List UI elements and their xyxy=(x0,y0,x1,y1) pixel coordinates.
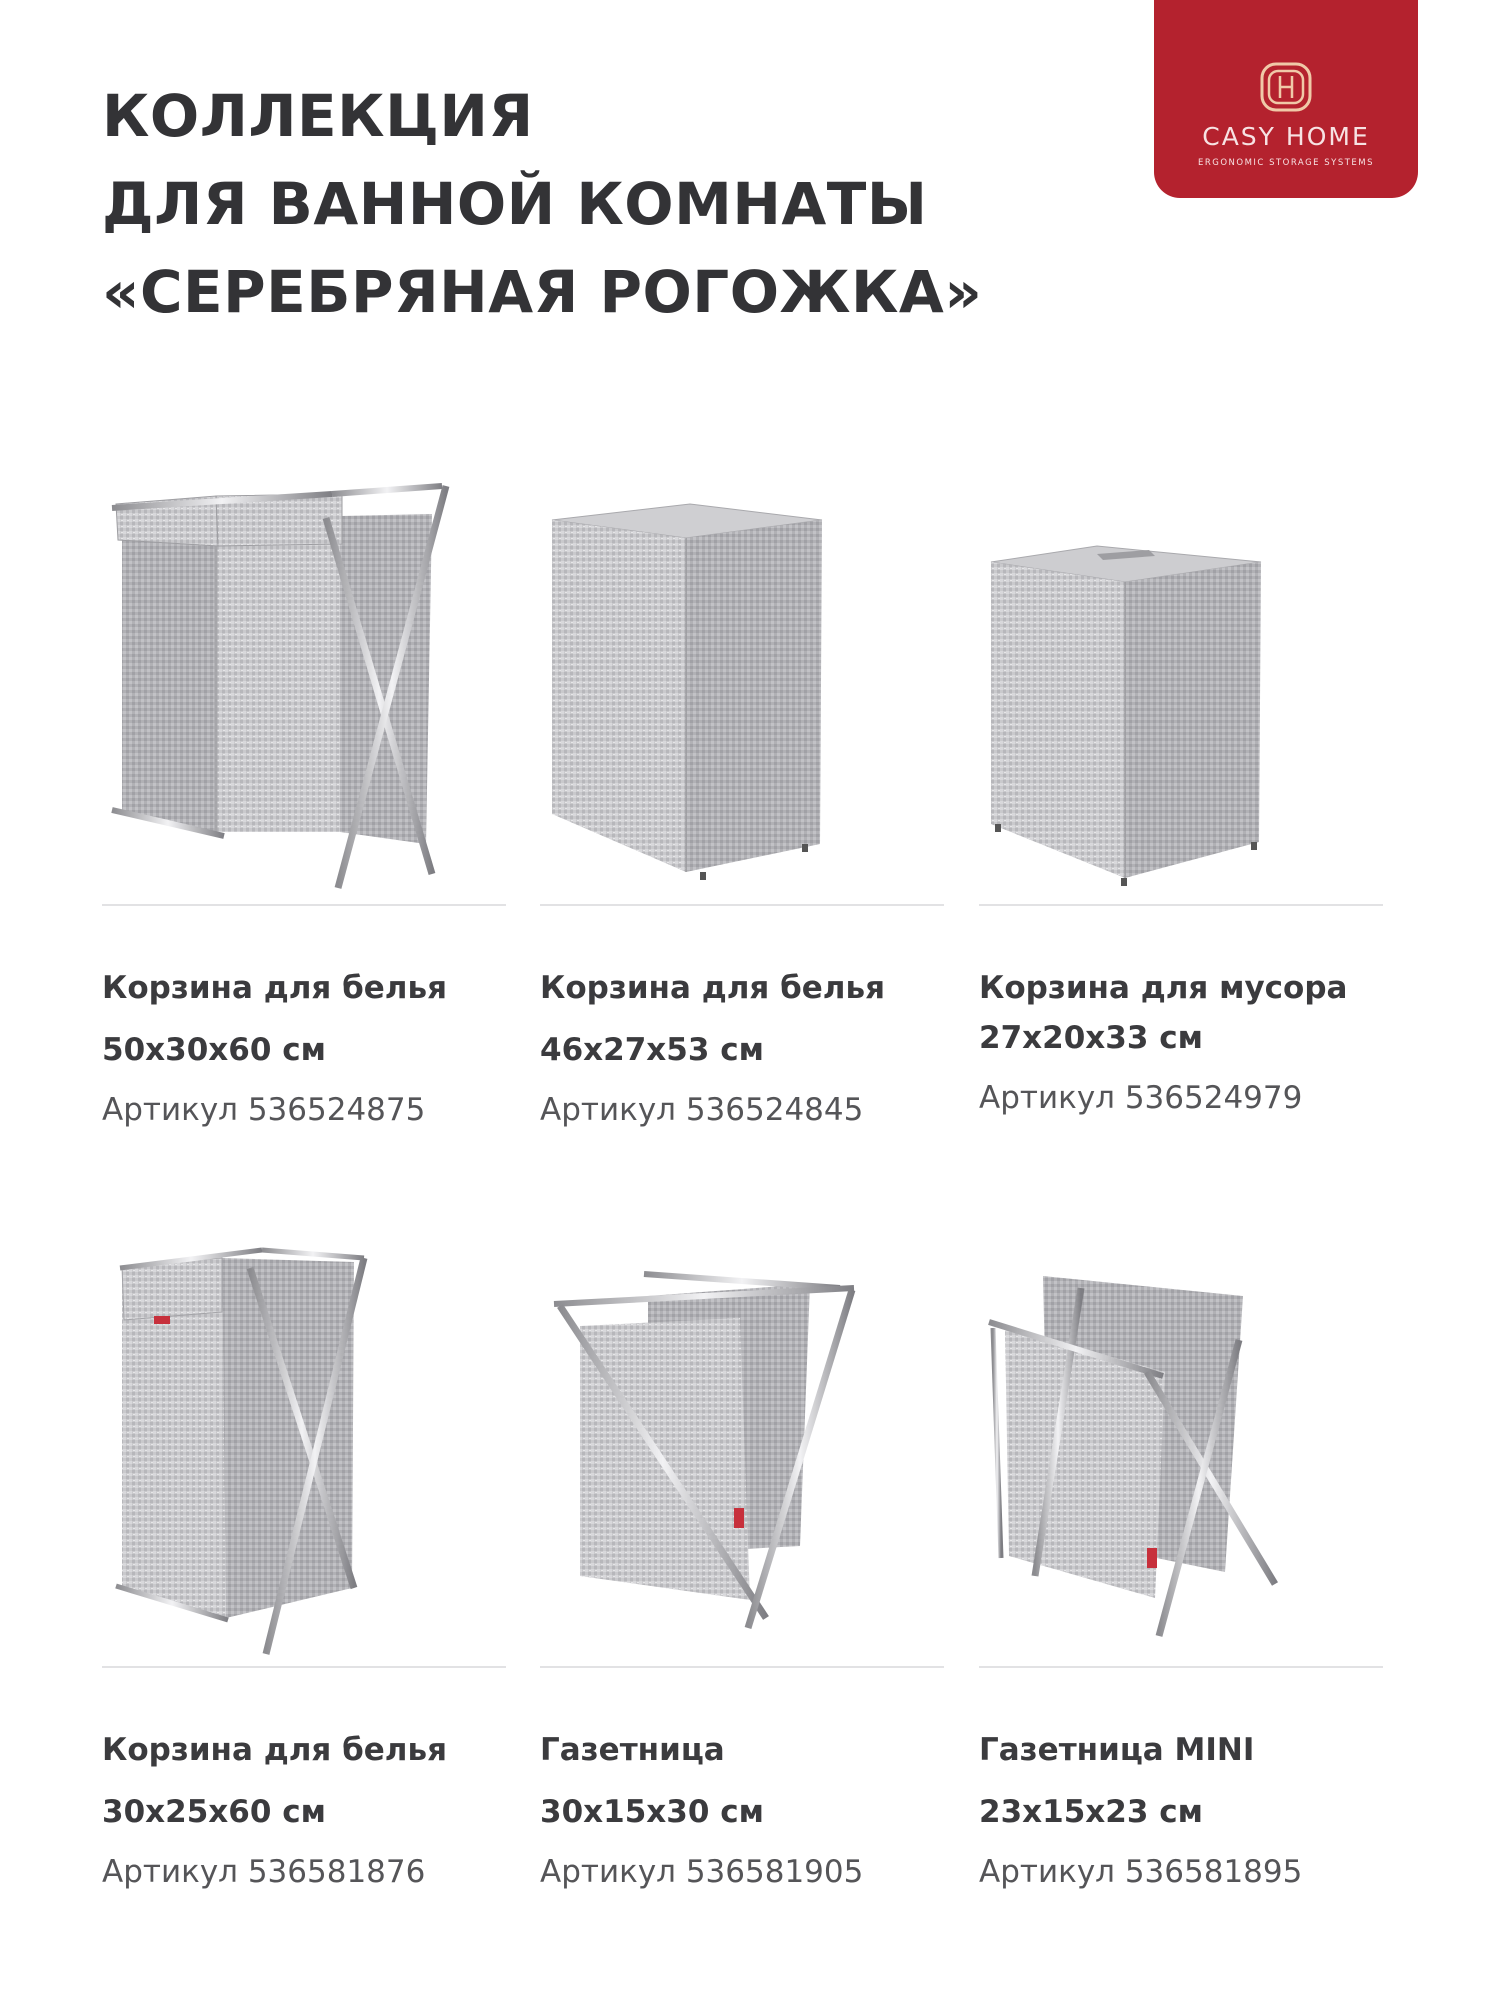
divider xyxy=(540,904,944,906)
product-sku: Артикул 536581876 xyxy=(102,1854,426,1890)
product-name: Корзина для белья xyxy=(540,970,886,1006)
product-sku: Артикул 536524845 xyxy=(540,1092,864,1128)
product-sku: Артикул 536581905 xyxy=(540,1854,864,1890)
product-name: Газетница MINI xyxy=(979,1732,1255,1768)
box-laundry-basket-icon xyxy=(540,474,944,904)
product-size: 46x27x53 см xyxy=(540,1032,764,1068)
box-waste-bin-icon xyxy=(979,474,1383,904)
product-size: 27x20x33 см xyxy=(979,1020,1203,1056)
product-size: 50x30x60 см xyxy=(102,1032,326,1068)
title-line-2: ДЛЯ ВАННОЙ КОМНАТЫ xyxy=(102,170,928,238)
product-name: Корзина для белья xyxy=(102,970,448,1006)
brand-logo xyxy=(1154,0,1418,198)
product-sku: Артикул 536581895 xyxy=(979,1854,1303,1890)
house-h-icon xyxy=(1256,62,1316,112)
product-size: 30x15x30 см xyxy=(540,1794,764,1830)
brand-name: CASY HOME xyxy=(1202,122,1370,151)
newspaper-rack-icon xyxy=(540,1236,944,1666)
title-line-3: «СЕРЕБРЯНАЯ РОГОЖКА» xyxy=(102,258,983,326)
product-name: Корзина для мусора xyxy=(979,970,1348,1006)
product-sku: Артикул 536524979 xyxy=(979,1080,1303,1116)
folding-laundry-basket-double-lid-icon xyxy=(102,474,506,904)
divider xyxy=(540,1666,944,1668)
title-line-1: КОЛЛЕКЦИЯ xyxy=(102,82,534,150)
page-title xyxy=(102,72,982,336)
brand-tagline: ERGONOMIC STORAGE SYSTEMS xyxy=(1197,158,1375,168)
divider xyxy=(979,1666,1383,1668)
product-sku: Артикул 536524875 xyxy=(102,1092,426,1128)
product-size: 23x15x23 см xyxy=(979,1794,1203,1830)
divider xyxy=(102,1666,506,1668)
newspaper-rack-mini-icon xyxy=(979,1236,1383,1666)
divider xyxy=(102,904,506,906)
folding-laundry-basket-icon xyxy=(102,1236,506,1666)
divider xyxy=(979,904,1383,906)
product-size: 30x25x60 см xyxy=(102,1794,326,1830)
product-name: Газетница xyxy=(540,1732,725,1768)
product-name: Корзина для белья xyxy=(102,1732,448,1768)
